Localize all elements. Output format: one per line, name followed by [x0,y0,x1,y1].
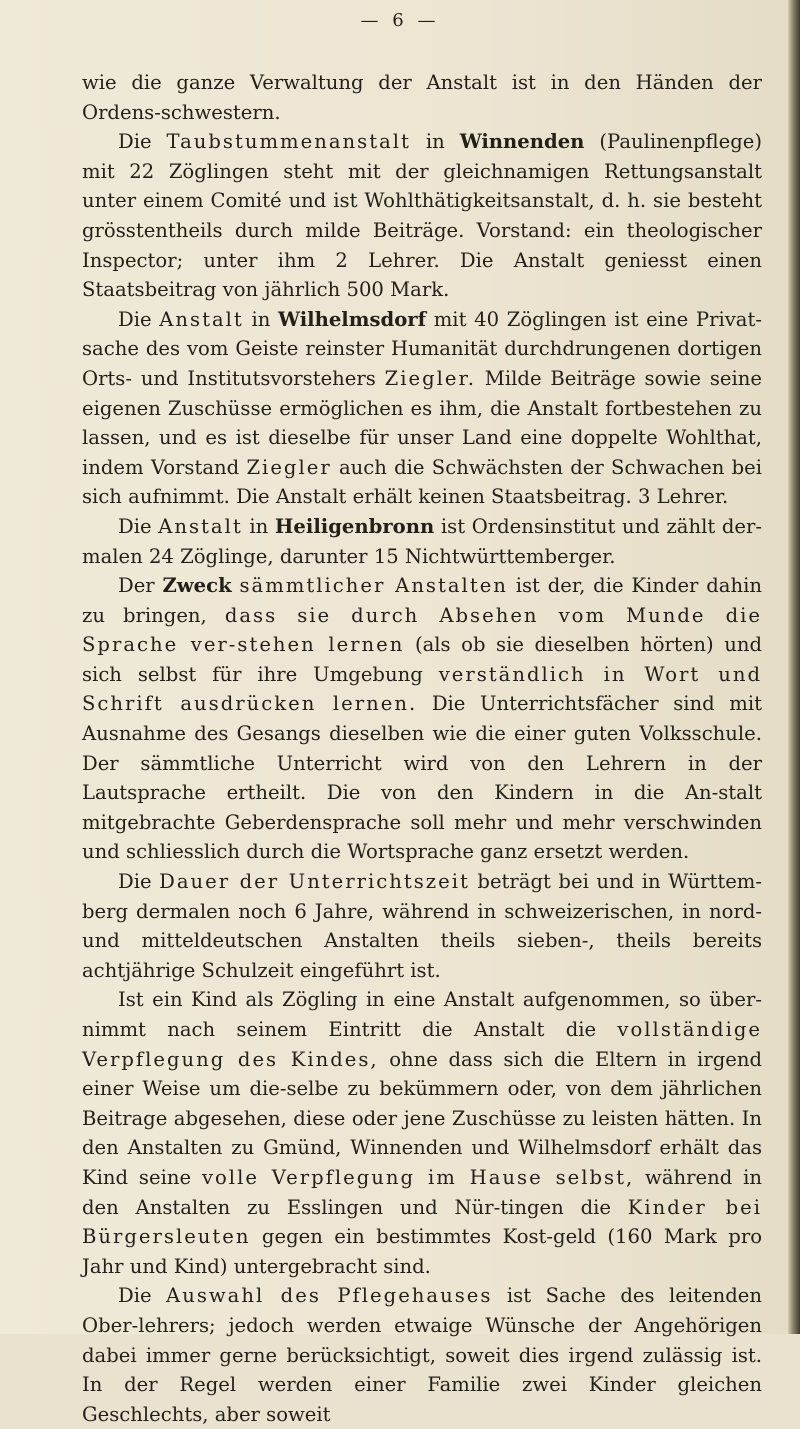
emphasized-text: Auswahl des Pflegehauses [166,1284,493,1308]
text-run: mit 40 Zöglingen ist eine Privat-sache des vom Geiste reinster Humanität durchdrungenen dortigen Orts- und Institutsvorstehers [82,307,762,390]
emphasized-text: volle Verpflegung im Hause selbst, [201,1165,635,1189]
emphasized-text: vollständige Verpflegung des Kindes, [82,1018,762,1071]
place-name: Winnenden [459,130,585,154]
page-number: — 6 — [360,10,440,31]
text-run: in [410,130,460,154]
place-name: Wilhelmsdorf [278,307,427,331]
paragraph [82,68,762,127]
paragraph [82,571,762,867]
emphasized-text: sämmtlicher Anstalten [239,574,508,598]
paragraph [82,127,762,305]
body-text [82,68,762,1429]
text-run: ist Ordensinstitut und zählt der-malen 24 Zöglinge, darunter 15 Nichtwürttemberger. [82,514,762,568]
text-run: wie die ganze Verwaltung der Anstalt ist in den Händen der Ordens-schwestern. [82,71,762,124]
emphasized-text: Anstalt [158,514,243,538]
paragraph [82,867,762,985]
text-run: Die [118,130,167,154]
paragraph [82,512,762,571]
text-run: beträgt bei und in Württem-berg dermalen noch 6 Jahre, während in schweizerischen, in nord- und mitteldeutschen Anstalten theils sieben-, theils bereits achtjährige Schulzeit eingeführt ist. [82,870,762,982]
text-run: (Paulinenpflege) mit 22 Zöglingen steht mit der gleichnamigen Rettungsanstalt unter einem Comité und ist Wohlthätigkeitsanstalt, d. h. sie besteht grösstentheils durch milde Beiträge. Vorstand: ein theologischer Inspector; unter ihm 2 Lehrer. Die Anstalt geniesst einen Staatsbeitrag von jährlich 500 Mark. [82,130,762,302]
text-run: Milde Beiträge sowie seine eigenen Zuschüsse ermöglichen es ihm, die Anstalt fortbestehen zu lassen, und es ist dieselbe für unser Land eine doppelte Wohlthat, indem Vorstand [82,366,762,479]
text-run: Ist ein Kind als Zögling in eine Anstalt aufgenommen, so über-nimmt nach seinem Eintritt die Anstalt die [82,988,762,1041]
text-run: Die [118,307,160,331]
text-run: (als ob sie dieselben hörten) und sich selbst für ihre Umgebung [82,633,762,686]
text-run: ist Sache des leitenden Ober-lehrers; jedoch werden etwaige Wünsche der Angehörigen dabei immer gerne berücksichtigt, soweit dies irgend zulässig ist. In der Regel werden einer Familie zwei Kinder gleichen Geschlechts, aber soweit [82,1284,762,1426]
emphasized-text: Taubstummenanstalt [166,130,411,154]
text-run: Die [118,870,160,894]
text-run: ohne dass sich die Eltern in irgend einer Weise um die-selbe zu bekümmern oder, von dem jährlichen Beitrage abgesehen, diese oder jene Zuschüsse zu leisten hätten. In den Anstalten zu Gmünd, Winnenden und Wilhelmsdorf erhält das Kind seine [82,1047,762,1189]
emphasized-text: Anstalt [159,307,244,331]
emphasized-text: Kinder bei Bürgersleuten [82,1195,762,1249]
emphasized-text: verständlich in Wort und Schrift ausdrücken lernen. [82,662,762,716]
paragraph [82,985,762,1281]
text-run: Der [118,574,163,598]
place-name: Zweck [162,574,232,598]
text-run: gegen ein bestimmtes Kost-geld (160 Mark pro Jahr und Kind) untergebracht sind. [82,1225,762,1278]
book-binding-edge [788,0,800,1334]
emphasized-text: dass sie durch Absehen vom Munde die Sprache ver-stehen lernen [82,603,762,657]
place-name: Heiligenbronn [274,514,435,538]
paragraph [82,1281,762,1429]
text-run: auch die Schwächsten der Schwachen bei sich aufnimmt. Die Anstalt erhält keinen Staatsbeitrag. 3 Lehrer. [82,455,762,509]
text-run: in [242,514,275,538]
text-run: Die [118,1284,167,1308]
emphasized-text: Ziegler. [384,366,476,390]
text-run: Die [118,514,159,538]
emphasized-text: Dauer der Unterrichtszeit [159,870,470,894]
text-run: während in den Anstalten zu Esslingen und Nür-tingen die [82,1165,762,1219]
text-run: ist der, die Kinder dahin zu bringen, [82,574,762,627]
emphasized-text: Ziegler [246,455,332,479]
text-run: Die Unterrichtsfächer sind mit Ausnahme des Gesangs dieselben wie die einer guten Volksschule. Der sämmtliche Unterricht wird von den Lehrern in der Lautsprache ertheilt. Die von den Kindern in die An-stalt mitgebrachte Geberdensprache soll mehr und mehr verschwinden und schliesslich durch die Wortsprache ganz ersetzt werden. [82,692,762,864]
text-run: in [243,307,279,331]
paragraph [82,305,762,512]
